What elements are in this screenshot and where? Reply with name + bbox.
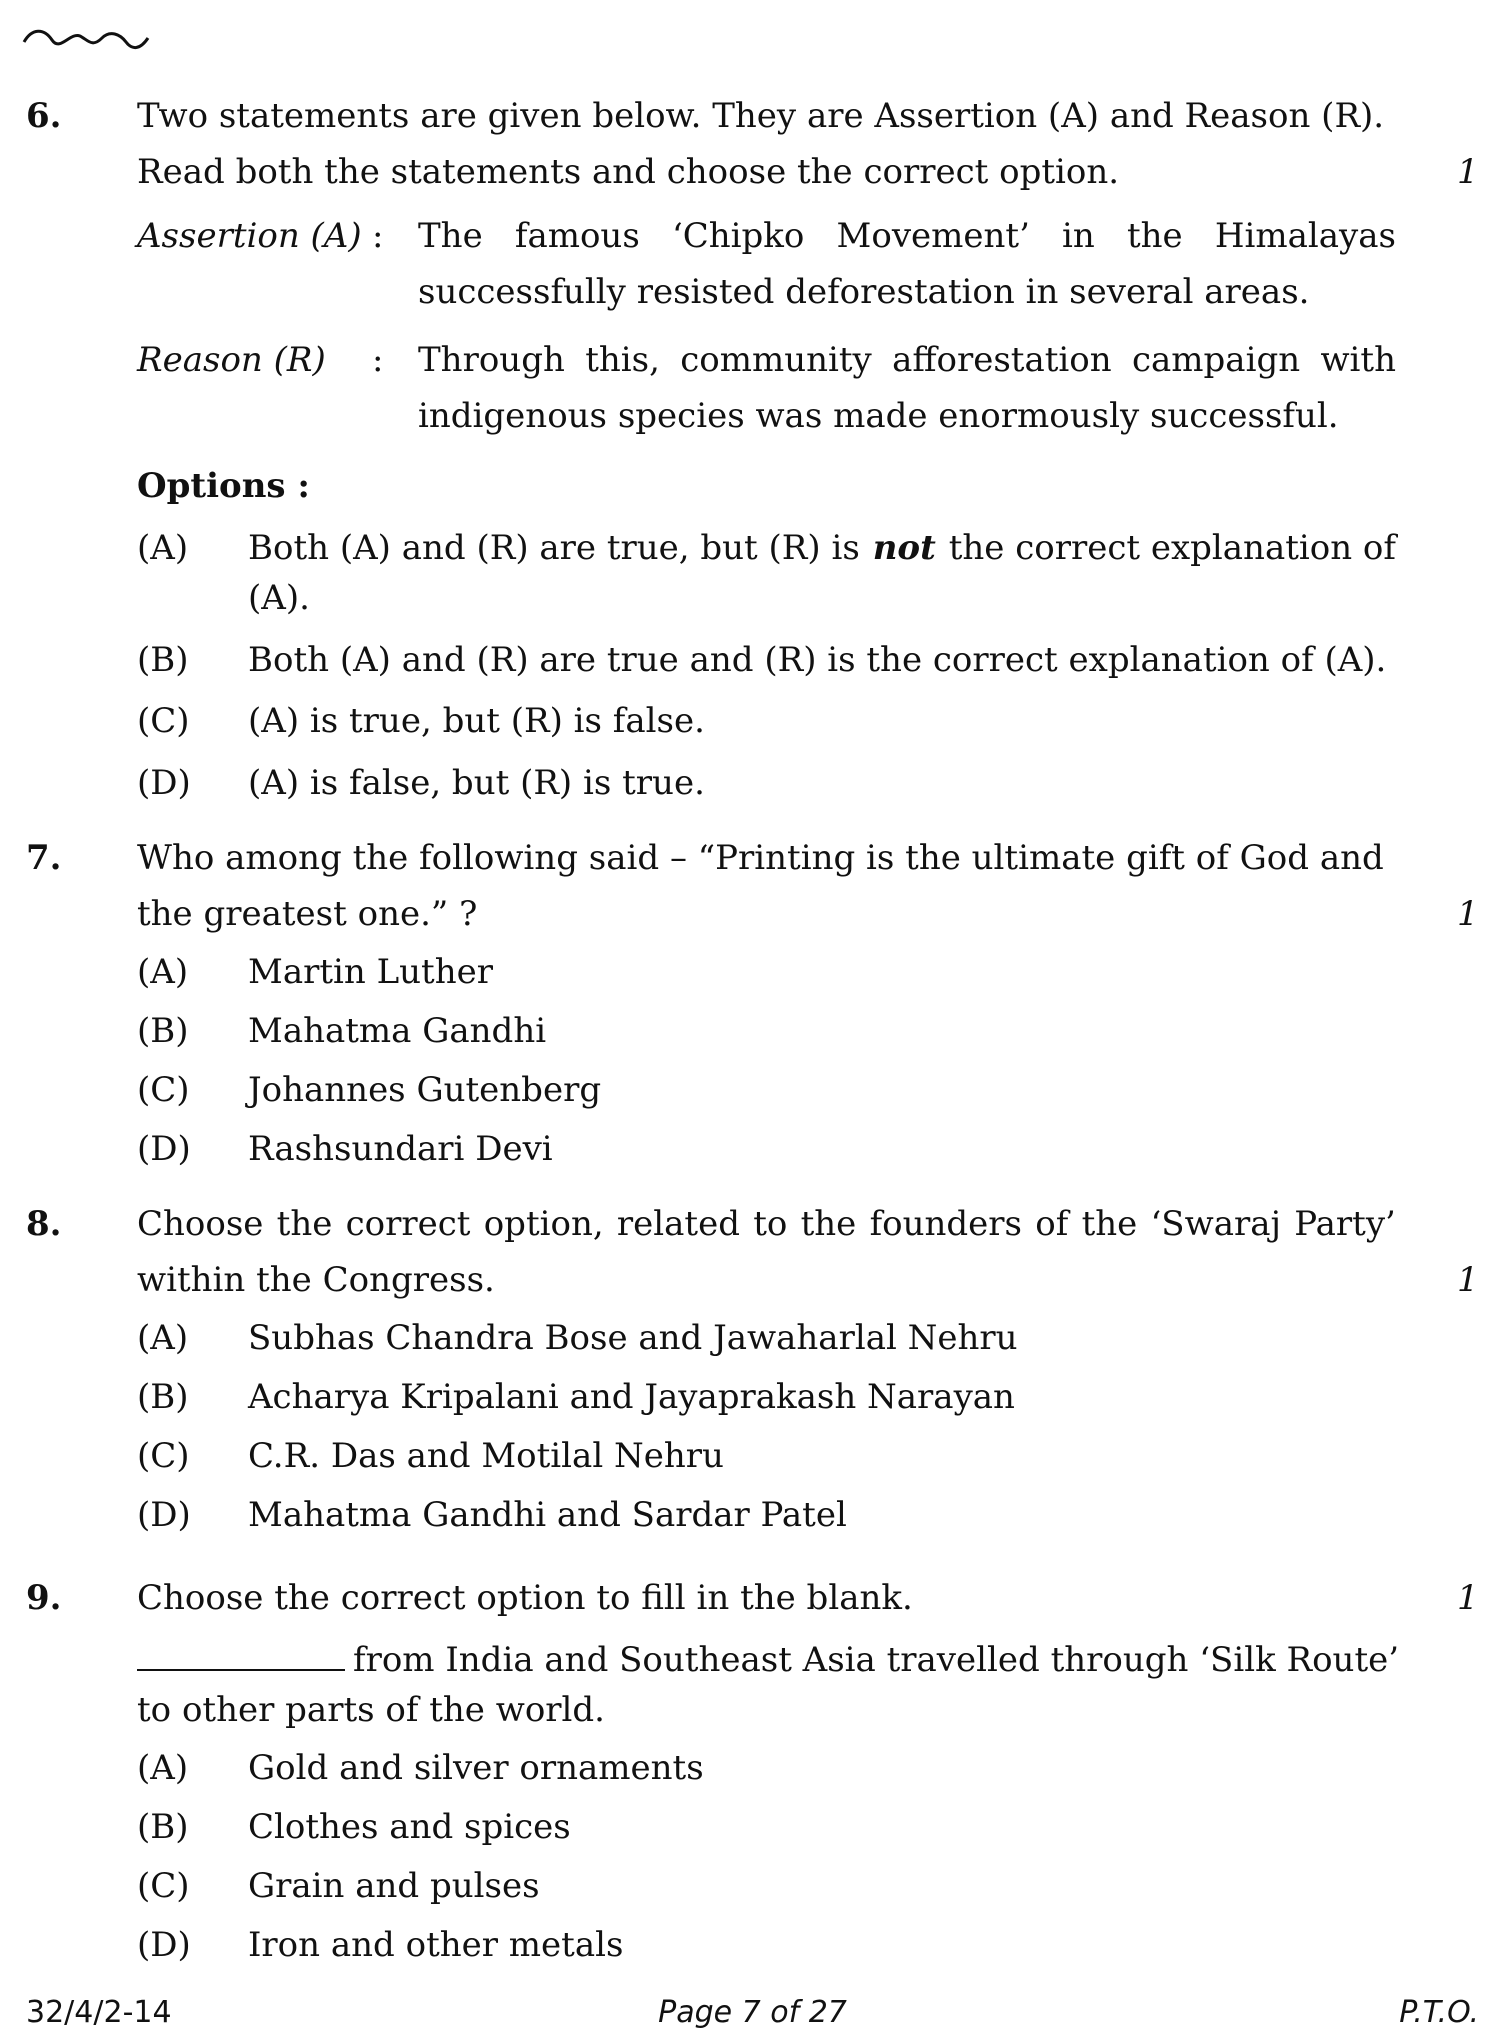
option-text: Grain and pulses: [248, 1866, 540, 1906]
option-label: (B): [137, 1807, 189, 1847]
reason-word: campaign: [1131, 340, 1301, 380]
option-text: Both (A) and (R) are true and (R) is the correct explanation of (A).: [248, 640, 1387, 680]
stem-word: the: [276, 1204, 333, 1244]
option-text: Mahatma Gandhi and Sardar Patel: [248, 1495, 847, 1535]
option-label: (C): [137, 1070, 190, 1110]
answer-blank: [137, 1647, 345, 1671]
pto-label: P.T.O.: [1399, 1995, 1479, 2030]
option-text: Clothes and spices: [248, 1807, 571, 1847]
option-label: (B): [137, 1011, 189, 1051]
assertion-label: Assertion (A): [137, 216, 362, 256]
wave-mark-icon: [22, 26, 152, 54]
question-stem-line: the greatest one.” ?: [137, 894, 478, 934]
assertion-word: famous: [514, 216, 640, 256]
reason-colon: :: [372, 340, 384, 380]
page-number: Page 7 of 27: [658, 1995, 847, 2030]
reason-word: community: [680, 340, 872, 380]
stem-word: founders: [869, 1204, 1022, 1244]
option-label: (B): [137, 640, 189, 680]
marks-label: 1: [1457, 894, 1479, 934]
assertion-word: the: [1126, 216, 1183, 256]
stem-word: correct: [345, 1204, 471, 1244]
stem-word: the: [800, 1204, 857, 1244]
stem-word: Party’: [1294, 1204, 1396, 1244]
option-label: (C): [137, 1436, 190, 1476]
fill-in-blank-line: to other parts of the world.: [137, 1690, 605, 1730]
fill-in-blank-text: from India and Southeast Asia travelled through ‘Silk Route’: [353, 1640, 1400, 1680]
marks-label: 1: [1457, 152, 1479, 192]
question-number: 8.: [26, 1204, 62, 1244]
option-text-part: Both (A) and (R) are true, but (R) is: [248, 528, 871, 568]
option-text: Martin Luther: [248, 952, 493, 992]
marks-label: 1: [1457, 1260, 1479, 1300]
option-text: Acharya Kripalani and Jayaprakash Narayan: [248, 1377, 1015, 1417]
stem-word: to: [753, 1204, 788, 1244]
option-label: (A): [137, 1318, 189, 1358]
reason-label: Reason (R): [137, 340, 326, 380]
stem-word: Choose: [137, 1204, 264, 1244]
reason-text-line: [418, 340, 1396, 380]
option-label: (A): [137, 1748, 189, 1788]
question-stem-line: Read both the statements and choose the correct option.: [137, 152, 1120, 192]
marks-label: 1: [1457, 1578, 1479, 1618]
option-label: (D): [137, 1129, 191, 1169]
option-label: (D): [137, 1495, 191, 1535]
assertion-word: Himalayas: [1214, 216, 1396, 256]
question-stem-line: Choose the correct option to fill in the blank.: [137, 1578, 913, 1618]
option-label: (D): [137, 763, 191, 803]
reason-word: with: [1320, 340, 1396, 380]
question-stem-line: within the Congress.: [137, 1260, 495, 1300]
option-label: (D): [137, 1925, 191, 1965]
option-text: (A) is true, but (R) is false.: [248, 701, 705, 741]
stem-word: of: [1035, 1204, 1069, 1244]
question-number: 6.: [26, 96, 62, 136]
assertion-word: in: [1062, 216, 1095, 256]
reason-word: Through: [418, 340, 565, 380]
option-text: [248, 528, 1396, 568]
question-stem-line: Who among the following said – “Printing is the ultimate gift of God and: [137, 838, 1384, 878]
stem-word: the: [1081, 1204, 1138, 1244]
question-number: 9.: [26, 1578, 62, 1618]
assertion-text-line: [418, 216, 1396, 256]
option-text: C.R. Das and Motilal Nehru: [248, 1436, 724, 1476]
option-label: (C): [137, 701, 190, 741]
reason-text-line: indigenous species was made enormously successful.: [418, 396, 1339, 436]
stem-word: related: [616, 1204, 740, 1244]
stem-word: option,: [483, 1204, 604, 1244]
assertion-colon: :: [372, 216, 384, 256]
option-text: Mahatma Gandhi: [248, 1011, 547, 1051]
question-stem-line: [137, 1204, 1396, 1244]
option-text-part: the correct explanation of: [937, 528, 1396, 568]
option-label: (A): [137, 952, 189, 992]
options-heading: Options :: [137, 466, 310, 506]
reason-word: afforestation: [892, 340, 1112, 380]
option-text: Iron and other metals: [248, 1925, 624, 1965]
option-text-continued: (A).: [248, 578, 310, 618]
assertion-word: The: [418, 216, 483, 256]
assertion-text-line: successfully resisted deforestation in several areas.: [418, 272, 1310, 312]
paper-code: 32/4/2-14: [26, 1995, 172, 2030]
option-text: Rashsundari Devi: [248, 1129, 553, 1169]
option-label: (A): [137, 528, 189, 568]
question-number: 7.: [26, 838, 62, 878]
option-label: (B): [137, 1377, 189, 1417]
assertion-word: ‘Chipko: [671, 216, 805, 256]
option-text: Subhas Chandra Bose and Jawaharlal Nehru: [248, 1318, 1018, 1358]
stem-word: ‘Swaraj: [1150, 1204, 1282, 1244]
fill-in-blank-line: [137, 1640, 1399, 1680]
assertion-word: Movement’: [836, 216, 1030, 256]
question-stem-line: Two statements are given below. They are Assertion (A) and Reason (R).: [137, 96, 1385, 136]
option-text: Gold and silver ornaments: [248, 1748, 704, 1788]
option-text: (A) is false, but (R) is true.: [248, 763, 705, 803]
option-text: Johannes Gutenberg: [248, 1070, 602, 1110]
option-emphasis: not: [872, 528, 936, 568]
option-label: (C): [137, 1866, 190, 1906]
reason-word: this,: [585, 340, 660, 380]
